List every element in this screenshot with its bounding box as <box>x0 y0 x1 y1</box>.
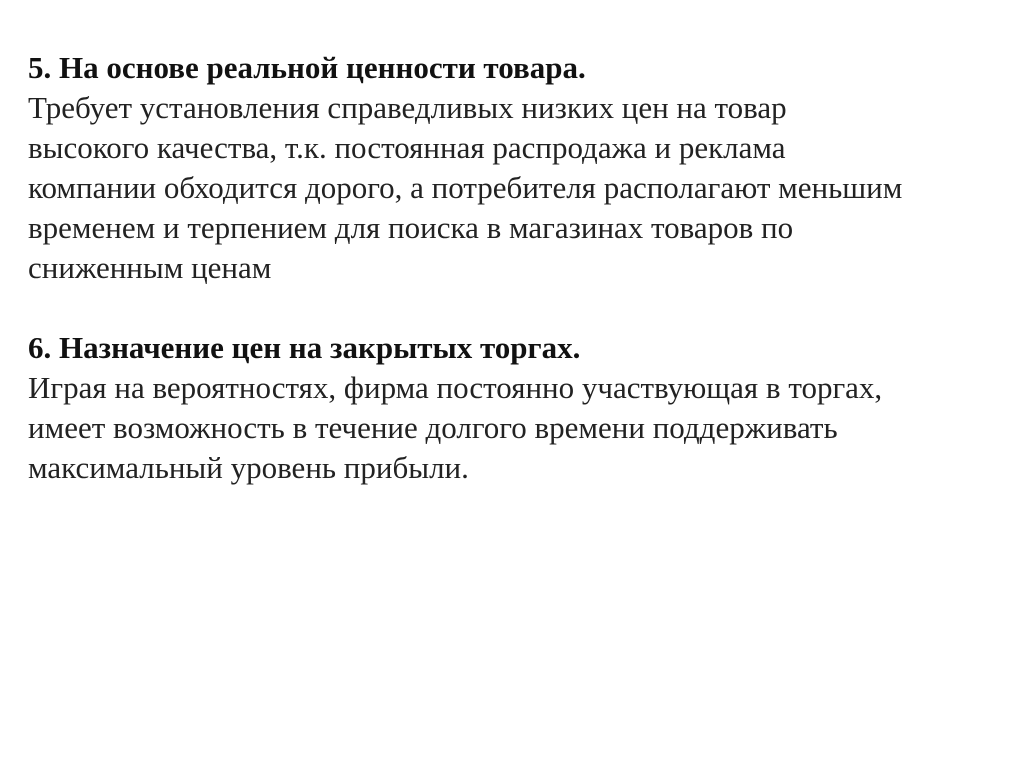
section-5-line-4: временем и терпением для поиска в магазинах товаров по <box>28 210 794 245</box>
slide-content <box>28 48 1008 488</box>
section-5-line-1: Требует установления справедливых низких цен на товар <box>28 90 787 125</box>
section-5-heading: 5. На основе реальной ценности товара. <box>28 50 586 85</box>
section-6 <box>28 328 1008 488</box>
section-6-heading: 6. Назначение цен на закрытых торгах. <box>28 330 581 365</box>
section-5 <box>28 48 1008 288</box>
section-6-line-3: максимальный уровень прибыли. <box>28 450 469 485</box>
section-5-line-5: сниженным ценам <box>28 250 272 285</box>
section-5-line-2: высокого качества, т.к. постоянная распродажа и реклама <box>28 130 786 165</box>
section-5-line-3: компании обходится дорого, а потребителя располагают меньшим <box>28 170 903 205</box>
section-6-line-1: Играя на вероятностях, фирма постоянно участвующая в торгах, <box>28 370 883 405</box>
section-6-line-2: имеет возможность в течение долгого времени поддерживать <box>28 410 838 445</box>
